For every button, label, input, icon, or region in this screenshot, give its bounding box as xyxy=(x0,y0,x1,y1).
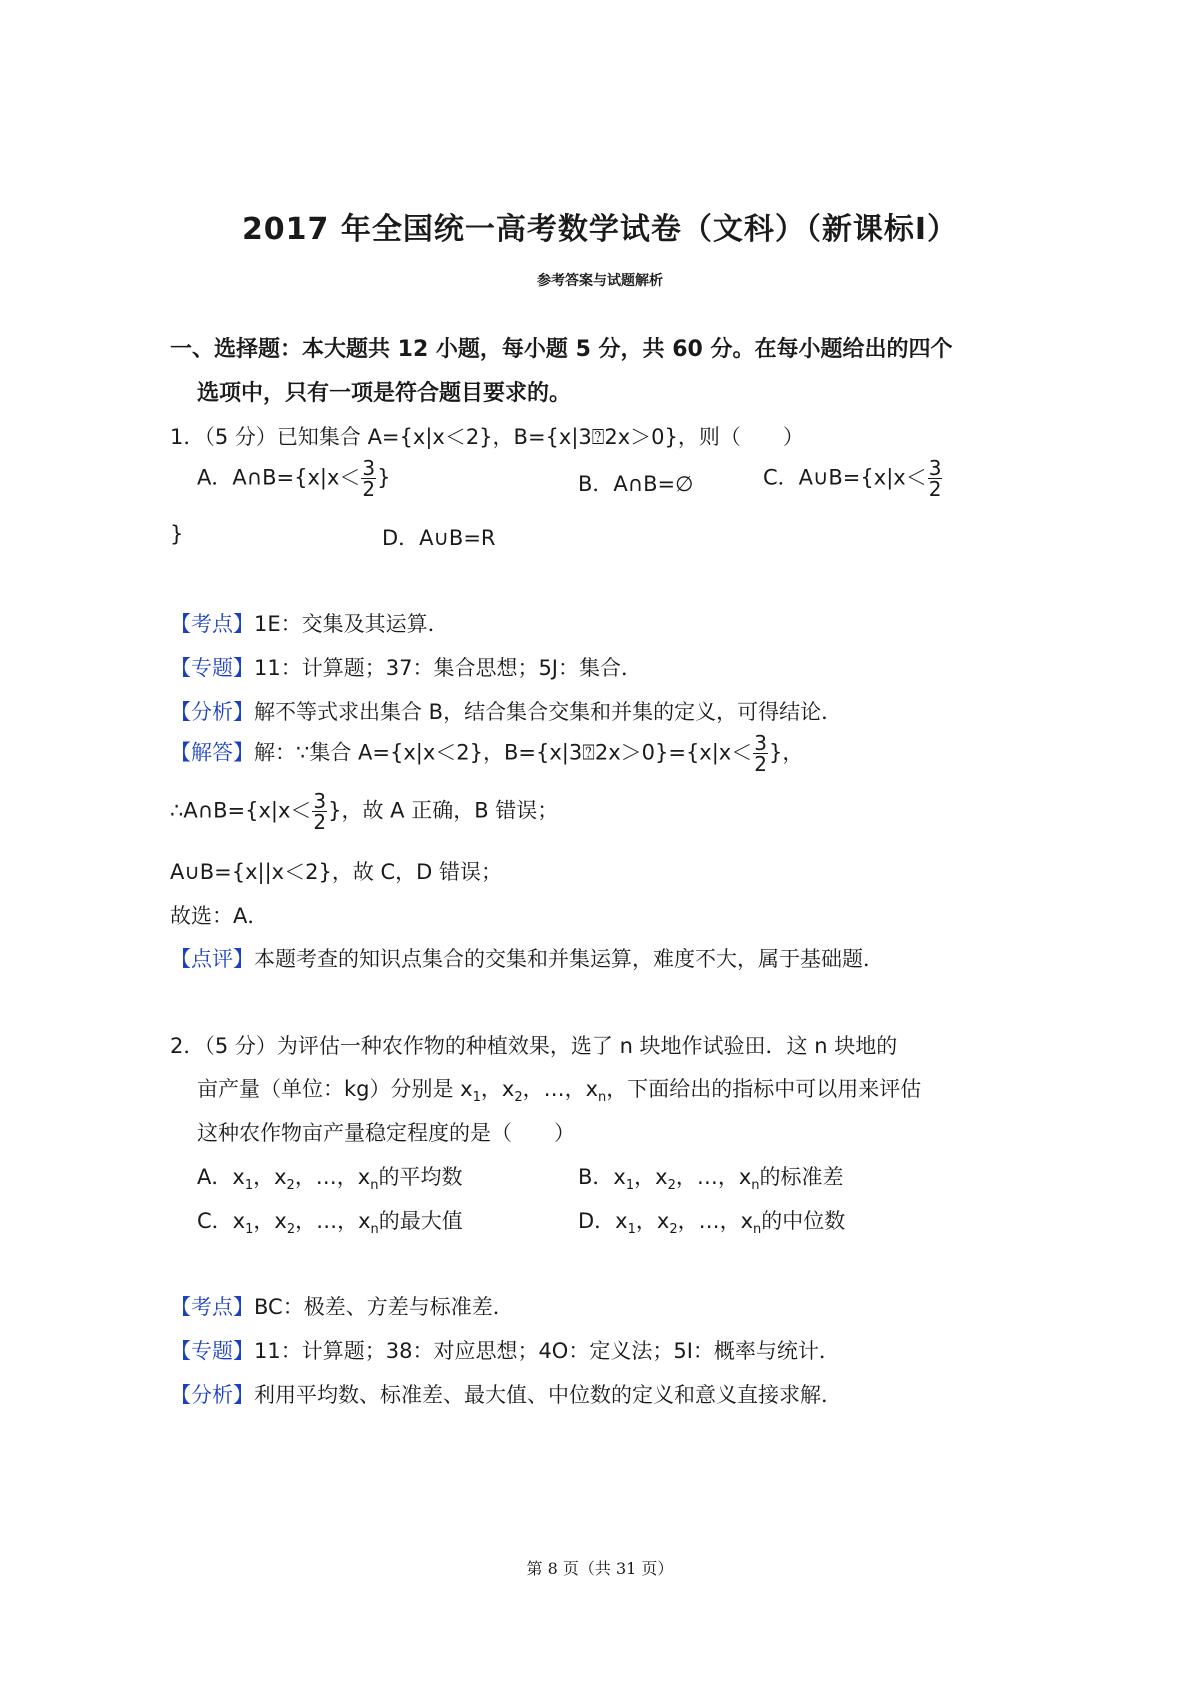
document-subtitle: 参考答案与试题解析 xyxy=(537,273,663,289)
q2-stem-line3: 这种农作物亩产量稳定程度的是（ ） xyxy=(197,1121,575,1145)
q2-fenxi: 【分析】利用平均数、标准差、最大值、中位数的定义和意义直接求解． xyxy=(170,1383,842,1407)
tag-fenxi: 【分析】 xyxy=(170,1383,254,1407)
q2-option-a: A．$x_1$，$x_2$，…，$x_n$的平均数 xyxy=(197,1165,463,1194)
q1-dianping: 【点评】本题考查的知识点集合的交集和并集运算，难度不大，属于基础题． xyxy=(170,947,884,971)
q1-kaodian: 【考点】1E：交集及其运算． xyxy=(170,612,449,636)
section-heading-line1: 一、选择题：本大题共 12 小题，每小题 5 分，共 60 分。在每小题给出的四个 xyxy=(170,337,953,362)
tag-fenxi: 【分析】 xyxy=(170,700,254,724)
fraction: $\frac{3}{2}$ xyxy=(928,456,942,501)
q1-option-c-close-brace: } xyxy=(170,522,184,546)
q1-jieda: 【解答】解：∵集合 A={x|x＜2}，B={x|3⍰2x＞0}={x|x＜ $\frac{3}{2}$ }， xyxy=(170,731,804,776)
q1-option-b: B．A∩B=∅ xyxy=(578,472,694,496)
fraction: $\frac{3}{2}$ xyxy=(754,731,767,776)
q1-fenxi: 【分析】解不等式求出集合 B，结合集合交集和并集的定义，可得结论． xyxy=(170,700,843,724)
q2-stem-line2: 亩产量（单位：kg）分别是 $x_1$，$x_2$，…，$x_n$，下面给出的指标中可以用来评估 xyxy=(197,1077,922,1106)
tag-zhuanti: 【专题】 xyxy=(170,656,254,680)
document-title: 2017 年全国统一高考数学试卷（文科）（新课标Ⅰ） xyxy=(241,212,959,247)
q2-zhuanti: 【专题】11：计算题；38：对应思想；4O：定义法；5I：概率与统计． xyxy=(170,1339,840,1363)
q1-solution-line4: 故选：A． xyxy=(170,904,269,928)
q1-solution-line3: A∪B={x||x＜2}，故 C，D 错误； xyxy=(170,860,503,884)
q1-stem: 1．（5 分）已知集合 A={x|x＜2}，B={x|3⍰2x＞0}，则（ ） xyxy=(170,425,804,449)
q1-solution-line2: ∴A∩B={x|x＜ $\frac{3}{2}$ }，故 A 正确，B 错误； xyxy=(170,789,559,834)
q2-option-d: D．$x_1$，$x_2$，…，$x_n$的中位数 xyxy=(578,1209,846,1238)
q2-stem-line1: 2．（5 分）为评估一种农作物的种植效果，选了 n 块地作试验田．这 n 块地的 xyxy=(170,1034,898,1058)
tag-kaodian: 【考点】 xyxy=(170,1295,254,1319)
q1-option-c-text: C．A∪B={x|x＜ xyxy=(763,465,927,490)
q1-option-c xyxy=(763,458,943,499)
tag-zhuanti: 【专题】 xyxy=(170,1339,254,1363)
q1-zhuanti: 【专题】11：计算题；37：集合思想；5J：集合． xyxy=(170,656,642,680)
tag-jieda: 【解答】 xyxy=(170,740,254,765)
fraction: $\frac{3}{2}$ xyxy=(362,456,376,501)
q2-kaodian: 【考点】BC：极差、方差与标准差． xyxy=(170,1295,514,1319)
tag-dianping: 【点评】 xyxy=(170,947,254,971)
q2-option-b: B．$x_1$，$x_2$，…，$x_n$的标准差 xyxy=(578,1165,844,1194)
q1-option-d: D．A∪B=R xyxy=(382,526,496,550)
q1-option-a-text: A．A∩B={x|x＜ xyxy=(197,465,361,490)
q2-option-c: C．$x_1$，$x_2$，…，$x_n$的最大值 xyxy=(197,1209,463,1238)
tag-kaodian: 【考点】 xyxy=(170,612,254,636)
section-heading-line2: 选项中，只有一项是符合题目要求的。 xyxy=(197,381,572,406)
page-footer: 第 8 页（共 31 页） xyxy=(526,1559,674,1578)
fraction: $\frac{3}{2}$ xyxy=(313,789,327,834)
q1-option-a: A．A∩B={x|x＜ $\frac{3}{2}$ } xyxy=(197,456,391,501)
